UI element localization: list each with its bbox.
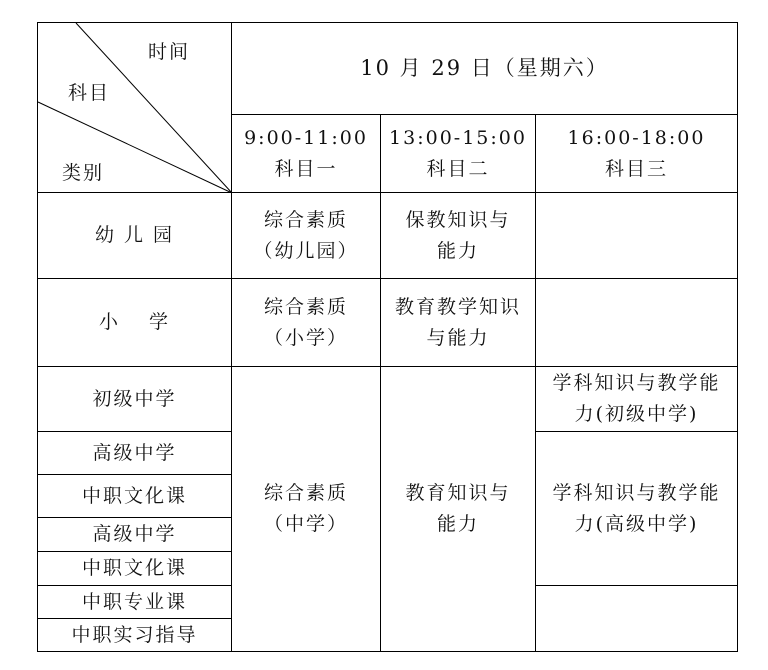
cell-line: 力(高级中学): [574, 512, 699, 535]
category-cell: [37, 618, 232, 652]
middle-subject-1: [231, 366, 381, 652]
cell-line: 学科知识与教学能: [552, 481, 721, 504]
cell-line: 能力: [436, 239, 479, 262]
kindergarten-subject-2: [380, 192, 536, 279]
cell-line: 综合素质: [263, 208, 348, 231]
cell-line: 能力: [436, 513, 479, 535]
category-cell: [37, 585, 232, 619]
senior-subject-3: [535, 431, 738, 586]
category-label: 中职实习指导: [71, 623, 198, 646]
category-cell: [37, 192, 232, 279]
cell-line: 综合素质: [263, 482, 348, 504]
category-label: 高级中学: [92, 441, 177, 464]
category-label: 中职文化课: [81, 557, 187, 579]
cell-line: 力(初级中学): [574, 403, 699, 425]
cell-line: 教育知识与: [405, 482, 511, 504]
corner-category-label: 类别: [62, 162, 105, 184]
session-subject: 科目三: [604, 157, 668, 180]
date-header: [231, 22, 738, 115]
category-label: 中职文化课: [81, 484, 187, 507]
session-3-header: [535, 114, 738, 193]
cell-line: （中学）: [263, 513, 348, 535]
kindergarten-subject-3: [535, 192, 738, 279]
category-cell: [37, 366, 232, 432]
cell-line: 与能力: [426, 326, 490, 349]
session-time: 9:00-11:00: [244, 126, 368, 149]
middle-subject-2: [380, 366, 536, 652]
cell-line: 学科知识与教学能: [552, 372, 721, 394]
category-label: 初级中学: [92, 387, 177, 410]
cell-line: 教育教学知识: [394, 295, 521, 318]
cell-line: （小学）: [263, 326, 348, 349]
session-subject: 科目二: [426, 157, 490, 180]
kindergarten-subject-1: [231, 192, 381, 279]
primary-subject-1: [231, 278, 381, 367]
category-label: 小 学: [98, 311, 171, 333]
session-time: 16:00-18:00: [567, 126, 706, 149]
category-cell: [37, 431, 232, 475]
category-cell: [37, 278, 232, 367]
date-text: 10 月 29 日（星期六）: [360, 56, 609, 80]
category-cell: [37, 551, 232, 586]
cell-line: 保教知识与: [405, 208, 511, 231]
category-label: 幼 儿 园: [94, 224, 175, 246]
category-cell: [37, 474, 232, 518]
corner-subject-label: 科目: [68, 82, 111, 104]
corner-time-label: 时间: [148, 41, 191, 63]
primary-subject-2: [380, 278, 536, 367]
category-label: 中职专业课: [81, 590, 187, 613]
session-2-header: [380, 114, 536, 193]
category-cell: [37, 517, 232, 552]
cell-line: 综合素质: [263, 295, 348, 318]
session-time: 13:00-15:00: [389, 126, 527, 149]
vocational-subject-3: [535, 585, 738, 652]
session-subject: 科目一: [274, 157, 338, 180]
category-label: 高级中学: [92, 523, 177, 545]
cell-line: （幼儿园）: [253, 239, 359, 262]
session-1-header: [231, 114, 381, 193]
primary-subject-3: [535, 278, 738, 367]
junior-subject-3: [535, 366, 738, 432]
